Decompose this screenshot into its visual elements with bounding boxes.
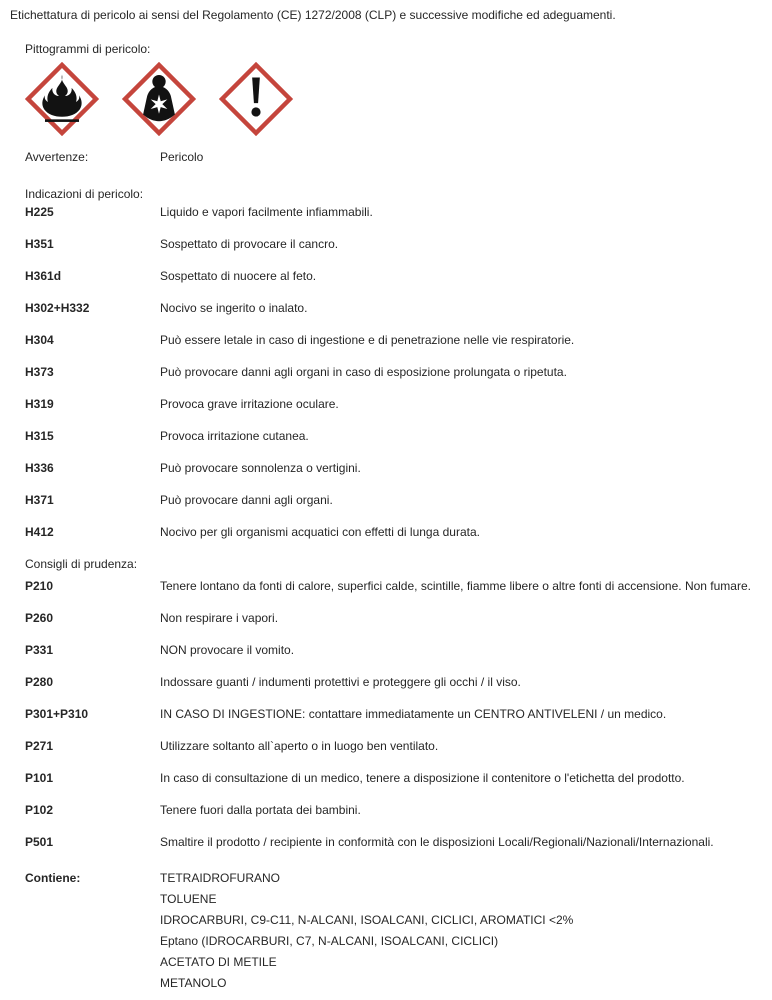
hazard-statement-row	[25, 397, 758, 411]
precautionary-statements-heading: Consigli di prudenza:	[25, 557, 138, 571]
precautionary-statement-row	[25, 835, 758, 849]
contains-item: METANOLO	[160, 976, 227, 990]
hazard-code: H302+H332	[25, 301, 90, 315]
precautionary-text: IN CASO DI INGESTIONE: contattare immediatamente un CENTRO ANTIVELENI / un medico.	[160, 707, 667, 721]
precautionary-code: P101	[25, 771, 54, 785]
hazard-text: Sospettato di nuocere al feto.	[160, 269, 317, 283]
hazard-text: Può provocare danni agli organi in caso di esposizione prolungata o ripetuta.	[160, 365, 567, 379]
precautionary-code: P331	[25, 643, 54, 657]
hazard-text: Può essere letale in caso di ingestione e di penetrazione nelle vie respiratorie.	[160, 333, 575, 347]
flame-pictogram	[25, 62, 99, 136]
precautionary-statement-row	[25, 707, 758, 721]
precautionary-statement-row	[25, 579, 758, 593]
precautionary-code: P102	[25, 803, 54, 817]
hazard-text: Può provocare sonnolenza o vertigini.	[160, 461, 361, 475]
contains-item: TOLUENE	[160, 892, 217, 906]
precautionary-code: P210	[25, 579, 54, 593]
pictogram-row	[25, 62, 758, 136]
precautionary-text: Utilizzare soltanto all`aperto o in luogo ben ventilato.	[160, 739, 439, 753]
hazard-statements-list	[25, 205, 758, 539]
precautionary-statement-row	[25, 611, 758, 625]
contains-item: IDROCARBURI, C9-C11, N-ALCANI, ISOALCANI, CICLICI, AROMATICI <2%	[160, 913, 574, 927]
contains-label: Contiene:	[25, 871, 81, 885]
hazard-code: H304	[25, 333, 54, 347]
signal-word-row	[25, 150, 758, 164]
hazard-code: H336	[25, 461, 54, 475]
hazard-statement-row	[25, 237, 758, 251]
hazard-text: Liquido e vapori facilmente infiammabili.	[160, 205, 373, 219]
hazard-statement-row	[25, 461, 758, 475]
hazard-statement-row	[25, 365, 758, 379]
signal-word-label: Avvertenze:	[25, 150, 89, 164]
contains-item: ACETATO DI METILE	[160, 955, 277, 969]
hazard-text: Può provocare danni agli organi.	[160, 493, 333, 507]
precautionary-statement-row	[25, 739, 758, 753]
precautionary-code: P501	[25, 835, 54, 849]
hazard-code: H351	[25, 237, 54, 251]
hazard-code: H319	[25, 397, 54, 411]
precautionary-code: P301+P310	[25, 707, 89, 721]
precautionary-code: P260	[25, 611, 54, 625]
precautionary-text: Non respirare i vapori.	[160, 611, 279, 625]
contains-item: Eptano (IDROCARBURI, C7, N-ALCANI, ISOALCANI, CICLICI)	[160, 934, 499, 948]
hazard-code: H361d	[25, 269, 62, 283]
hazard-statements-heading: Indicazioni di pericolo:	[25, 187, 144, 201]
hazard-text: Provoca grave irritazione oculare.	[160, 397, 339, 411]
signal-word-value: Pericolo	[160, 150, 204, 164]
exclamation-mark-pictogram	[219, 62, 293, 136]
health-hazard-pictogram	[122, 62, 196, 136]
contains-section	[25, 871, 758, 990]
hazard-statement-row	[25, 333, 758, 347]
precautionary-statement-row	[25, 803, 758, 817]
precautionary-statement-row	[25, 643, 758, 657]
pictograms-label: Pittogrammi di pericolo:	[25, 42, 151, 56]
hazard-statement-row	[25, 493, 758, 507]
hazard-code: H315	[25, 429, 54, 443]
precautionary-text: Indossare guanti / indumenti protettivi e proteggere gli occhi / il viso.	[160, 675, 521, 689]
precautionary-text: Smaltire il prodotto / recipiente in conformità con le disposizioni Locali/Regionali/Nazionali/Internazionali.	[160, 835, 714, 849]
precautionary-statement-row	[25, 771, 758, 785]
hazard-code: H373	[25, 365, 54, 379]
hazard-statement-row	[25, 525, 758, 539]
hazard-text: Sospettato di provocare il cancro.	[160, 237, 339, 251]
contains-list	[160, 871, 758, 990]
precautionary-code: P271	[25, 739, 54, 753]
hazard-statement-row	[25, 269, 758, 283]
precautionary-text: Tenere fuori dalla portata dei bambini.	[160, 803, 361, 817]
precautionary-text: Tenere lontano da fonti di calore, superfici calde, scintille, fiamme libere o altre fonti di accensione. Non fumare.	[160, 579, 751, 593]
hazard-statement-row	[25, 429, 758, 443]
precautionary-statements-list	[25, 579, 758, 849]
precautionary-text: NON provocare il vomito.	[160, 643, 295, 657]
precautionary-text: In caso di consultazione di un medico, tenere a disposizione il contenitore o l'etichetta del prodotto.	[160, 771, 685, 785]
hazard-code: H371	[25, 493, 54, 507]
hazard-code: H412	[25, 525, 54, 539]
hazard-text: Nocivo per gli organismi acquatici con effetti di lunga durata.	[160, 525, 480, 539]
hazard-statement-row	[25, 205, 758, 219]
hazard-code: H225	[25, 205, 54, 219]
hazard-text: Provoca irritazione cutanea.	[160, 429, 309, 443]
hazard-statement-row	[25, 301, 758, 315]
precautionary-code: P280	[25, 675, 54, 689]
document-title: Etichettatura di pericolo ai sensi del Regolamento (CE) 1272/2008 (CLP) e successive modifiche ed adeguamenti.	[10, 8, 616, 22]
hazard-text: Nocivo se ingerito o inalato.	[160, 301, 308, 315]
contains-item: TETRAIDROFURANO	[160, 871, 280, 885]
precautionary-statement-row	[25, 675, 758, 689]
